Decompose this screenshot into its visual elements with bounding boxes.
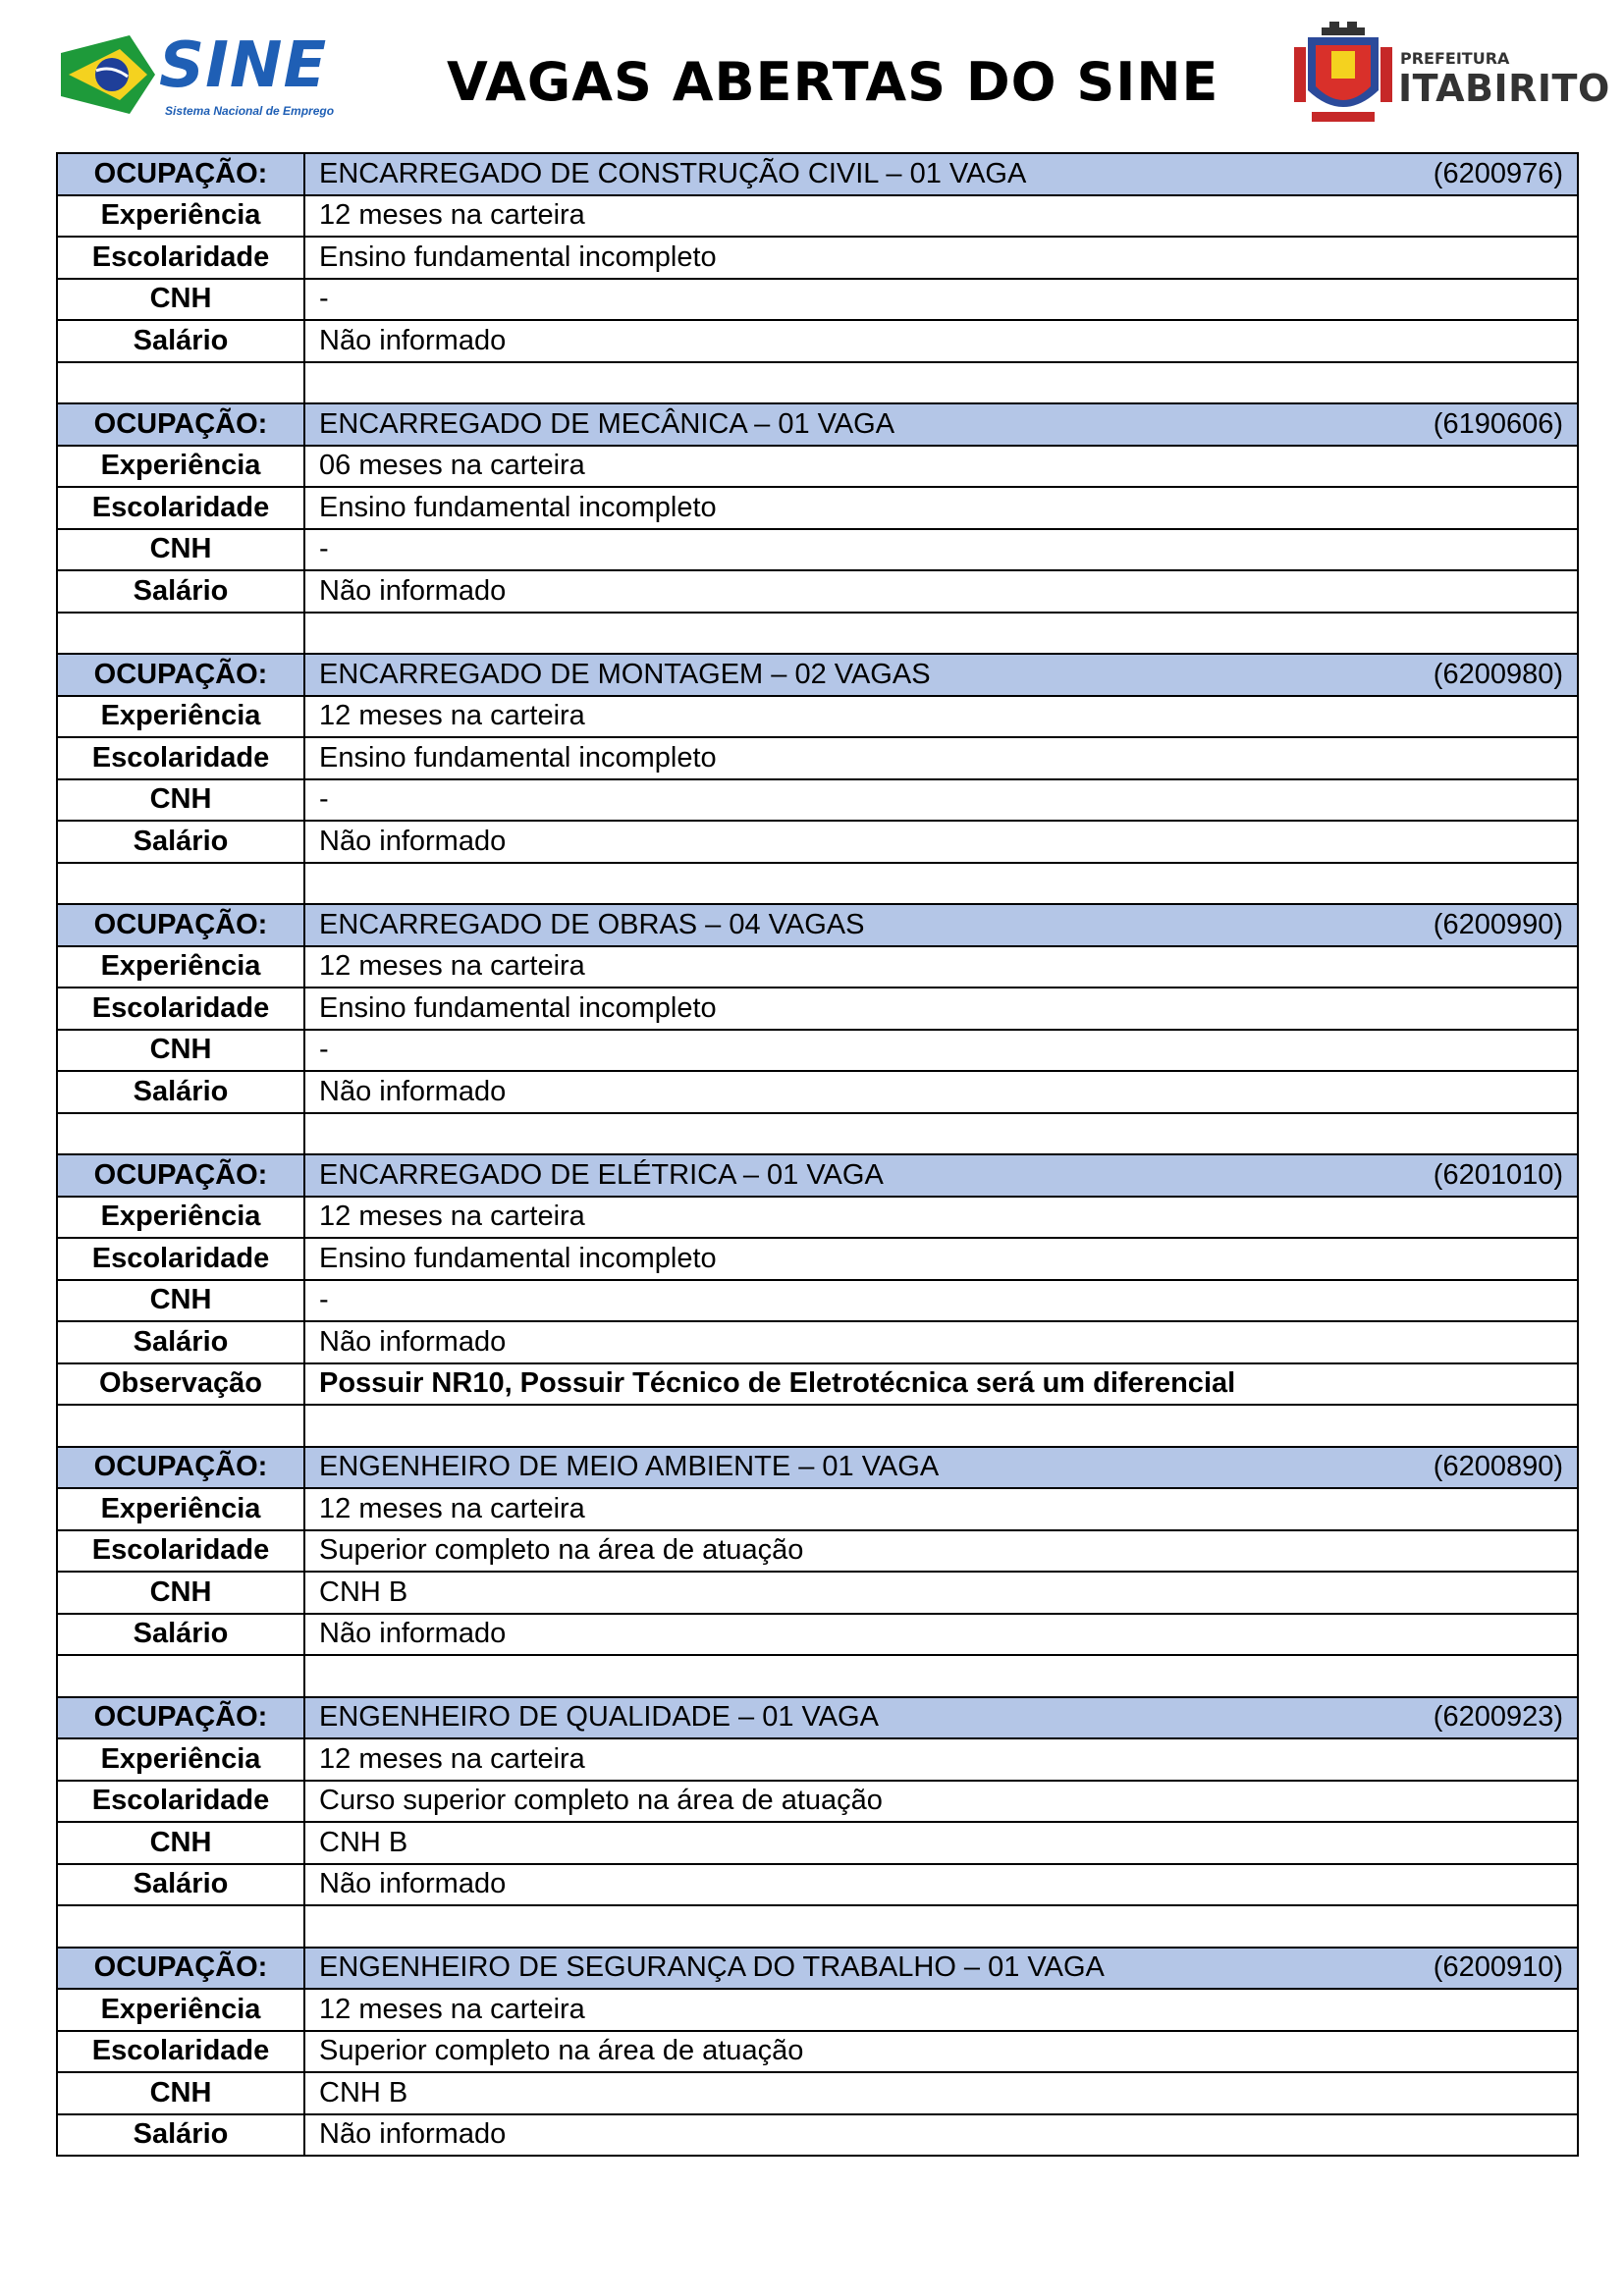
experience-label: Experiência <box>57 946 304 988</box>
education-row <box>57 1781 1578 1823</box>
occupation-cell <box>304 1154 1578 1197</box>
salary-row <box>57 570 1578 613</box>
occupation-cell <box>304 1447 1578 1489</box>
license-value: - <box>304 529 1578 571</box>
occupation-row <box>57 1154 1578 1197</box>
experience-value: 12 meses na carteira <box>304 1738 1578 1781</box>
experience-value: 12 meses na carteira <box>304 946 1578 988</box>
city-crest-icon <box>1294 22 1392 128</box>
salary-value: Não informado <box>304 1864 1578 1906</box>
salary-row <box>57 821 1578 863</box>
spacer-row <box>57 362 1578 404</box>
occupation-row <box>57 153 1578 195</box>
brazil-flag-icon <box>61 35 155 114</box>
occupation-row <box>57 403 1578 446</box>
occupation-code: (6200976) <box>1433 157 1563 189</box>
occupation-label: OCUPAÇÃO: <box>57 1948 304 1990</box>
occupation-label: OCUPAÇÃO: <box>57 904 304 946</box>
salary-label: Salário <box>57 320 304 362</box>
prefeitura-logo <box>1294 22 1610 130</box>
salary-value: Não informado <box>304 1071 1578 1113</box>
salary-label: Salário <box>57 570 304 613</box>
occupation-cell <box>304 654 1578 696</box>
education-value: Superior completo na área de atuação <box>304 1530 1578 1573</box>
license-value: - <box>304 279 1578 321</box>
license-value: - <box>304 1030 1578 1072</box>
sine-logo-text: SINE <box>159 29 328 102</box>
experience-label: Experiência <box>57 1738 304 1781</box>
salary-row <box>57 1614 1578 1656</box>
license-label: CNH <box>57 1572 304 1614</box>
experience-row <box>57 1738 1578 1781</box>
education-label: Escolaridade <box>57 737 304 779</box>
experience-label: Experiência <box>57 696 304 738</box>
experience-row <box>57 1488 1578 1530</box>
experience-value: 12 meses na carteira <box>304 1989 1578 2031</box>
spacer-cell <box>57 1655 304 1697</box>
education-value: Ensino fundamental incompleto <box>304 988 1578 1030</box>
salary-value: Não informado <box>304 570 1578 613</box>
education-row <box>57 737 1578 779</box>
prefeitura-city-name: ITABIRITO <box>1398 67 1610 110</box>
license-row <box>57 1822 1578 1864</box>
license-label: CNH <box>57 1280 304 1322</box>
license-label: CNH <box>57 279 304 321</box>
occupation-title: ENGENHEIRO DE SEGURANÇA DO TRABALHO – 01 VAGA <box>319 1951 1105 1984</box>
occupation-code: (6200910) <box>1433 1951 1563 1984</box>
salary-label: Salário <box>57 1071 304 1113</box>
license-label: CNH <box>57 779 304 822</box>
occupation-row <box>57 654 1578 696</box>
license-row <box>57 2072 1578 2114</box>
occupation-cell <box>304 1697 1578 1739</box>
license-row <box>57 1572 1578 1614</box>
license-value: CNH B <box>304 1822 1578 1864</box>
salary-label: Salário <box>57 2114 304 2157</box>
experience-value: 12 meses na carteira <box>304 195 1578 238</box>
salary-row <box>57 1071 1578 1113</box>
experience-value: 12 meses na carteira <box>304 1197 1578 1239</box>
occupation-label: OCUPAÇÃO: <box>57 654 304 696</box>
spacer-cell <box>304 1655 1578 1697</box>
occupation-code: (6200990) <box>1433 908 1563 940</box>
occupation-title: ENGENHEIRO DE MEIO AMBIENTE – 01 VAGA <box>319 1451 940 1483</box>
spacer-row <box>57 863 1578 905</box>
occupation-code: (6190606) <box>1433 407 1563 440</box>
education-value: Ensino fundamental incompleto <box>304 487 1578 529</box>
experience-label: Experiência <box>57 1197 304 1239</box>
spacer-cell <box>57 1113 304 1155</box>
page-header <box>0 0 1624 147</box>
license-label: CNH <box>57 2072 304 2114</box>
salary-label: Salário <box>57 1864 304 1906</box>
spacer-cell <box>304 1905 1578 1948</box>
education-row <box>57 2031 1578 2073</box>
salary-value: Não informado <box>304 2114 1578 2157</box>
education-label: Escolaridade <box>57 487 304 529</box>
spacer-cell <box>57 613 304 655</box>
experience-value: 06 meses na carteira <box>304 446 1578 488</box>
education-row <box>57 237 1578 279</box>
observation-label: Observação <box>57 1363 304 1406</box>
experience-label: Experiência <box>57 1989 304 2031</box>
education-label: Escolaridade <box>57 1238 304 1280</box>
occupation-label: OCUPAÇÃO: <box>57 403 304 446</box>
salary-value: Não informado <box>304 1321 1578 1363</box>
license-label: CNH <box>57 1030 304 1072</box>
spacer-cell <box>304 613 1578 655</box>
sine-logo <box>61 27 346 126</box>
education-row <box>57 1530 1578 1573</box>
occupation-cell <box>304 904 1578 946</box>
salary-row <box>57 1321 1578 1363</box>
occupation-row <box>57 904 1578 946</box>
occupation-label: OCUPAÇÃO: <box>57 1447 304 1489</box>
spacer-cell <box>304 362 1578 404</box>
page-title: VAGAS ABERTAS DO SINE <box>447 51 1219 113</box>
license-value: - <box>304 1280 1578 1322</box>
occupation-row <box>57 1697 1578 1739</box>
salary-value: Não informado <box>304 320 1578 362</box>
education-value: Ensino fundamental incompleto <box>304 237 1578 279</box>
occupation-cell <box>304 153 1578 195</box>
education-value: Ensino fundamental incompleto <box>304 1238 1578 1280</box>
occupation-title: ENCARREGADO DE CONSTRUÇÃO CIVIL – 01 VAGA <box>319 157 1027 189</box>
experience-row <box>57 946 1578 988</box>
occupation-code: (6201010) <box>1433 1158 1563 1191</box>
salary-value: Não informado <box>304 1614 1578 1656</box>
education-label: Escolaridade <box>57 988 304 1030</box>
education-label: Escolaridade <box>57 237 304 279</box>
observation-row <box>57 1363 1578 1406</box>
education-label: Escolaridade <box>57 2031 304 2073</box>
occupation-title: ENCARREGADO DE OBRAS – 04 VAGAS <box>319 908 865 940</box>
spacer-cell <box>57 362 304 404</box>
license-row <box>57 779 1578 822</box>
experience-row <box>57 1989 1578 2031</box>
occupation-title: ENCARREGADO DE ELÉTRICA – 01 VAGA <box>319 1158 884 1191</box>
experience-label: Experiência <box>57 446 304 488</box>
occupation-cell <box>304 403 1578 446</box>
spacer-row <box>57 1655 1578 1697</box>
spacer-cell <box>304 863 1578 905</box>
occupation-title: ENCARREGADO DE MONTAGEM – 02 VAGAS <box>319 658 931 690</box>
license-value: - <box>304 779 1578 822</box>
license-row <box>57 1280 1578 1322</box>
experience-row <box>57 195 1578 238</box>
salary-label: Salário <box>57 821 304 863</box>
experience-row <box>57 1197 1578 1239</box>
salary-value: Não informado <box>304 821 1578 863</box>
salary-label: Salário <box>57 1321 304 1363</box>
education-label: Escolaridade <box>57 1781 304 1823</box>
experience-label: Experiência <box>57 1488 304 1530</box>
spacer-cell <box>57 1405 304 1447</box>
experience-value: 12 meses na carteira <box>304 1488 1578 1530</box>
education-row <box>57 487 1578 529</box>
salary-row <box>57 1864 1578 1906</box>
education-row <box>57 988 1578 1030</box>
occupation-code: (6200890) <box>1433 1451 1563 1483</box>
license-value: CNH B <box>304 1572 1578 1614</box>
spacer-cell <box>57 1905 304 1948</box>
occupation-cell <box>304 1948 1578 1990</box>
occupation-row <box>57 1447 1578 1489</box>
spacer-row <box>57 613 1578 655</box>
spacer-row <box>57 1405 1578 1447</box>
occupation-title: ENGENHEIRO DE QUALIDADE – 01 VAGA <box>319 1701 879 1734</box>
salary-label: Salário <box>57 1614 304 1656</box>
education-value: Ensino fundamental incompleto <box>304 737 1578 779</box>
license-row <box>57 1030 1578 1072</box>
license-row <box>57 279 1578 321</box>
spacer-cell <box>57 863 304 905</box>
license-row <box>57 529 1578 571</box>
experience-row <box>57 696 1578 738</box>
education-label: Escolaridade <box>57 1530 304 1573</box>
spacer-row <box>57 1113 1578 1155</box>
license-label: CNH <box>57 1822 304 1864</box>
occupation-label: OCUPAÇÃO: <box>57 153 304 195</box>
occupation-code: (6200980) <box>1433 658 1563 690</box>
education-value: Superior completo na área de atuação <box>304 2031 1578 2073</box>
job-vacancies-table <box>56 152 1579 2157</box>
spacer-cell <box>304 1405 1578 1447</box>
license-value: CNH B <box>304 2072 1578 2114</box>
experience-value: 12 meses na carteira <box>304 696 1578 738</box>
education-row <box>57 1238 1578 1280</box>
occupation-row <box>57 1948 1578 1990</box>
salary-row <box>57 320 1578 362</box>
occupation-label: OCUPAÇÃO: <box>57 1154 304 1197</box>
experience-row <box>57 446 1578 488</box>
occupation-label: OCUPAÇÃO: <box>57 1697 304 1739</box>
spacer-row <box>57 1905 1578 1948</box>
sine-logo-subtitle: Sistema Nacional de Emprego <box>165 104 335 118</box>
salary-row <box>57 2114 1578 2157</box>
observation-value: Possuir NR10, Possuir Técnico de Eletrotécnica será um diferencial <box>304 1363 1578 1406</box>
occupation-title: ENCARREGADO DE MECÂNICA – 01 VAGA <box>319 407 895 440</box>
prefeitura-label: PREFEITURA <box>1400 49 1510 68</box>
occupation-code: (6200923) <box>1433 1701 1563 1734</box>
experience-label: Experiência <box>57 195 304 238</box>
license-label: CNH <box>57 529 304 571</box>
spacer-cell <box>304 1113 1578 1155</box>
education-value: Curso superior completo na área de atuação <box>304 1781 1578 1823</box>
